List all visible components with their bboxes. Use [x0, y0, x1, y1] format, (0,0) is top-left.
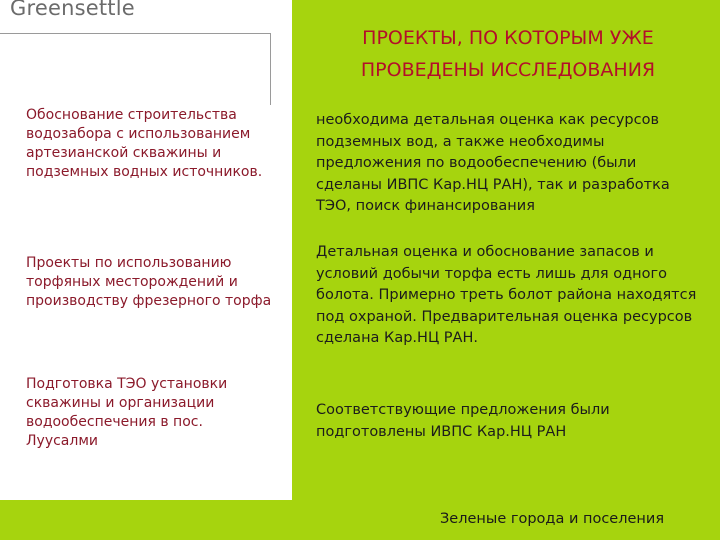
footer-caption: Зеленые города и поселения [440, 511, 665, 527]
project-status-3: Соответствующие предложения были подготовлены ИВПС Кар.НЦ РАН [316, 402, 610, 440]
brand-divider-vertical [270, 33, 271, 105]
project-name-1: Обоснование строительства водозабора с использованием артезианской скважины и подземных водных источников. [26, 107, 263, 180]
project-status-1: необходима детальная оценка как ресурсов подземных вод, а также необходимы предложения по водообеспечению (были сделаны ИВПС Кар.НЦ РАН), так и разработка ТЭО, поиск финансирования [316, 112, 670, 214]
brand-logo-text: Greensettle [10, 0, 135, 20]
project-name-3: Подготовка ТЭО установки скважины и организации водообеспечения в пос. Луусалми [26, 376, 228, 449]
page-title: ПРОЕКТЫ, ПО КОТОРЫМ УЖЕ ПРОВЕДЕНЫ ИССЛЕДОВАНИЯ [360, 27, 656, 81]
brand-divider-horizontal [0, 33, 270, 34]
project-name-2: Проекты по использованию торфяных месторождений и производству фрезерного торфа [26, 255, 272, 309]
project-status-2: Детальная оценка и обоснование запасов и условий добычи торфа есть лишь для одного болота. Примерно треть болот района находятся под охраной. Предварительная оценка ресурсов сделана Кар.НЦ РАН. [316, 244, 697, 346]
